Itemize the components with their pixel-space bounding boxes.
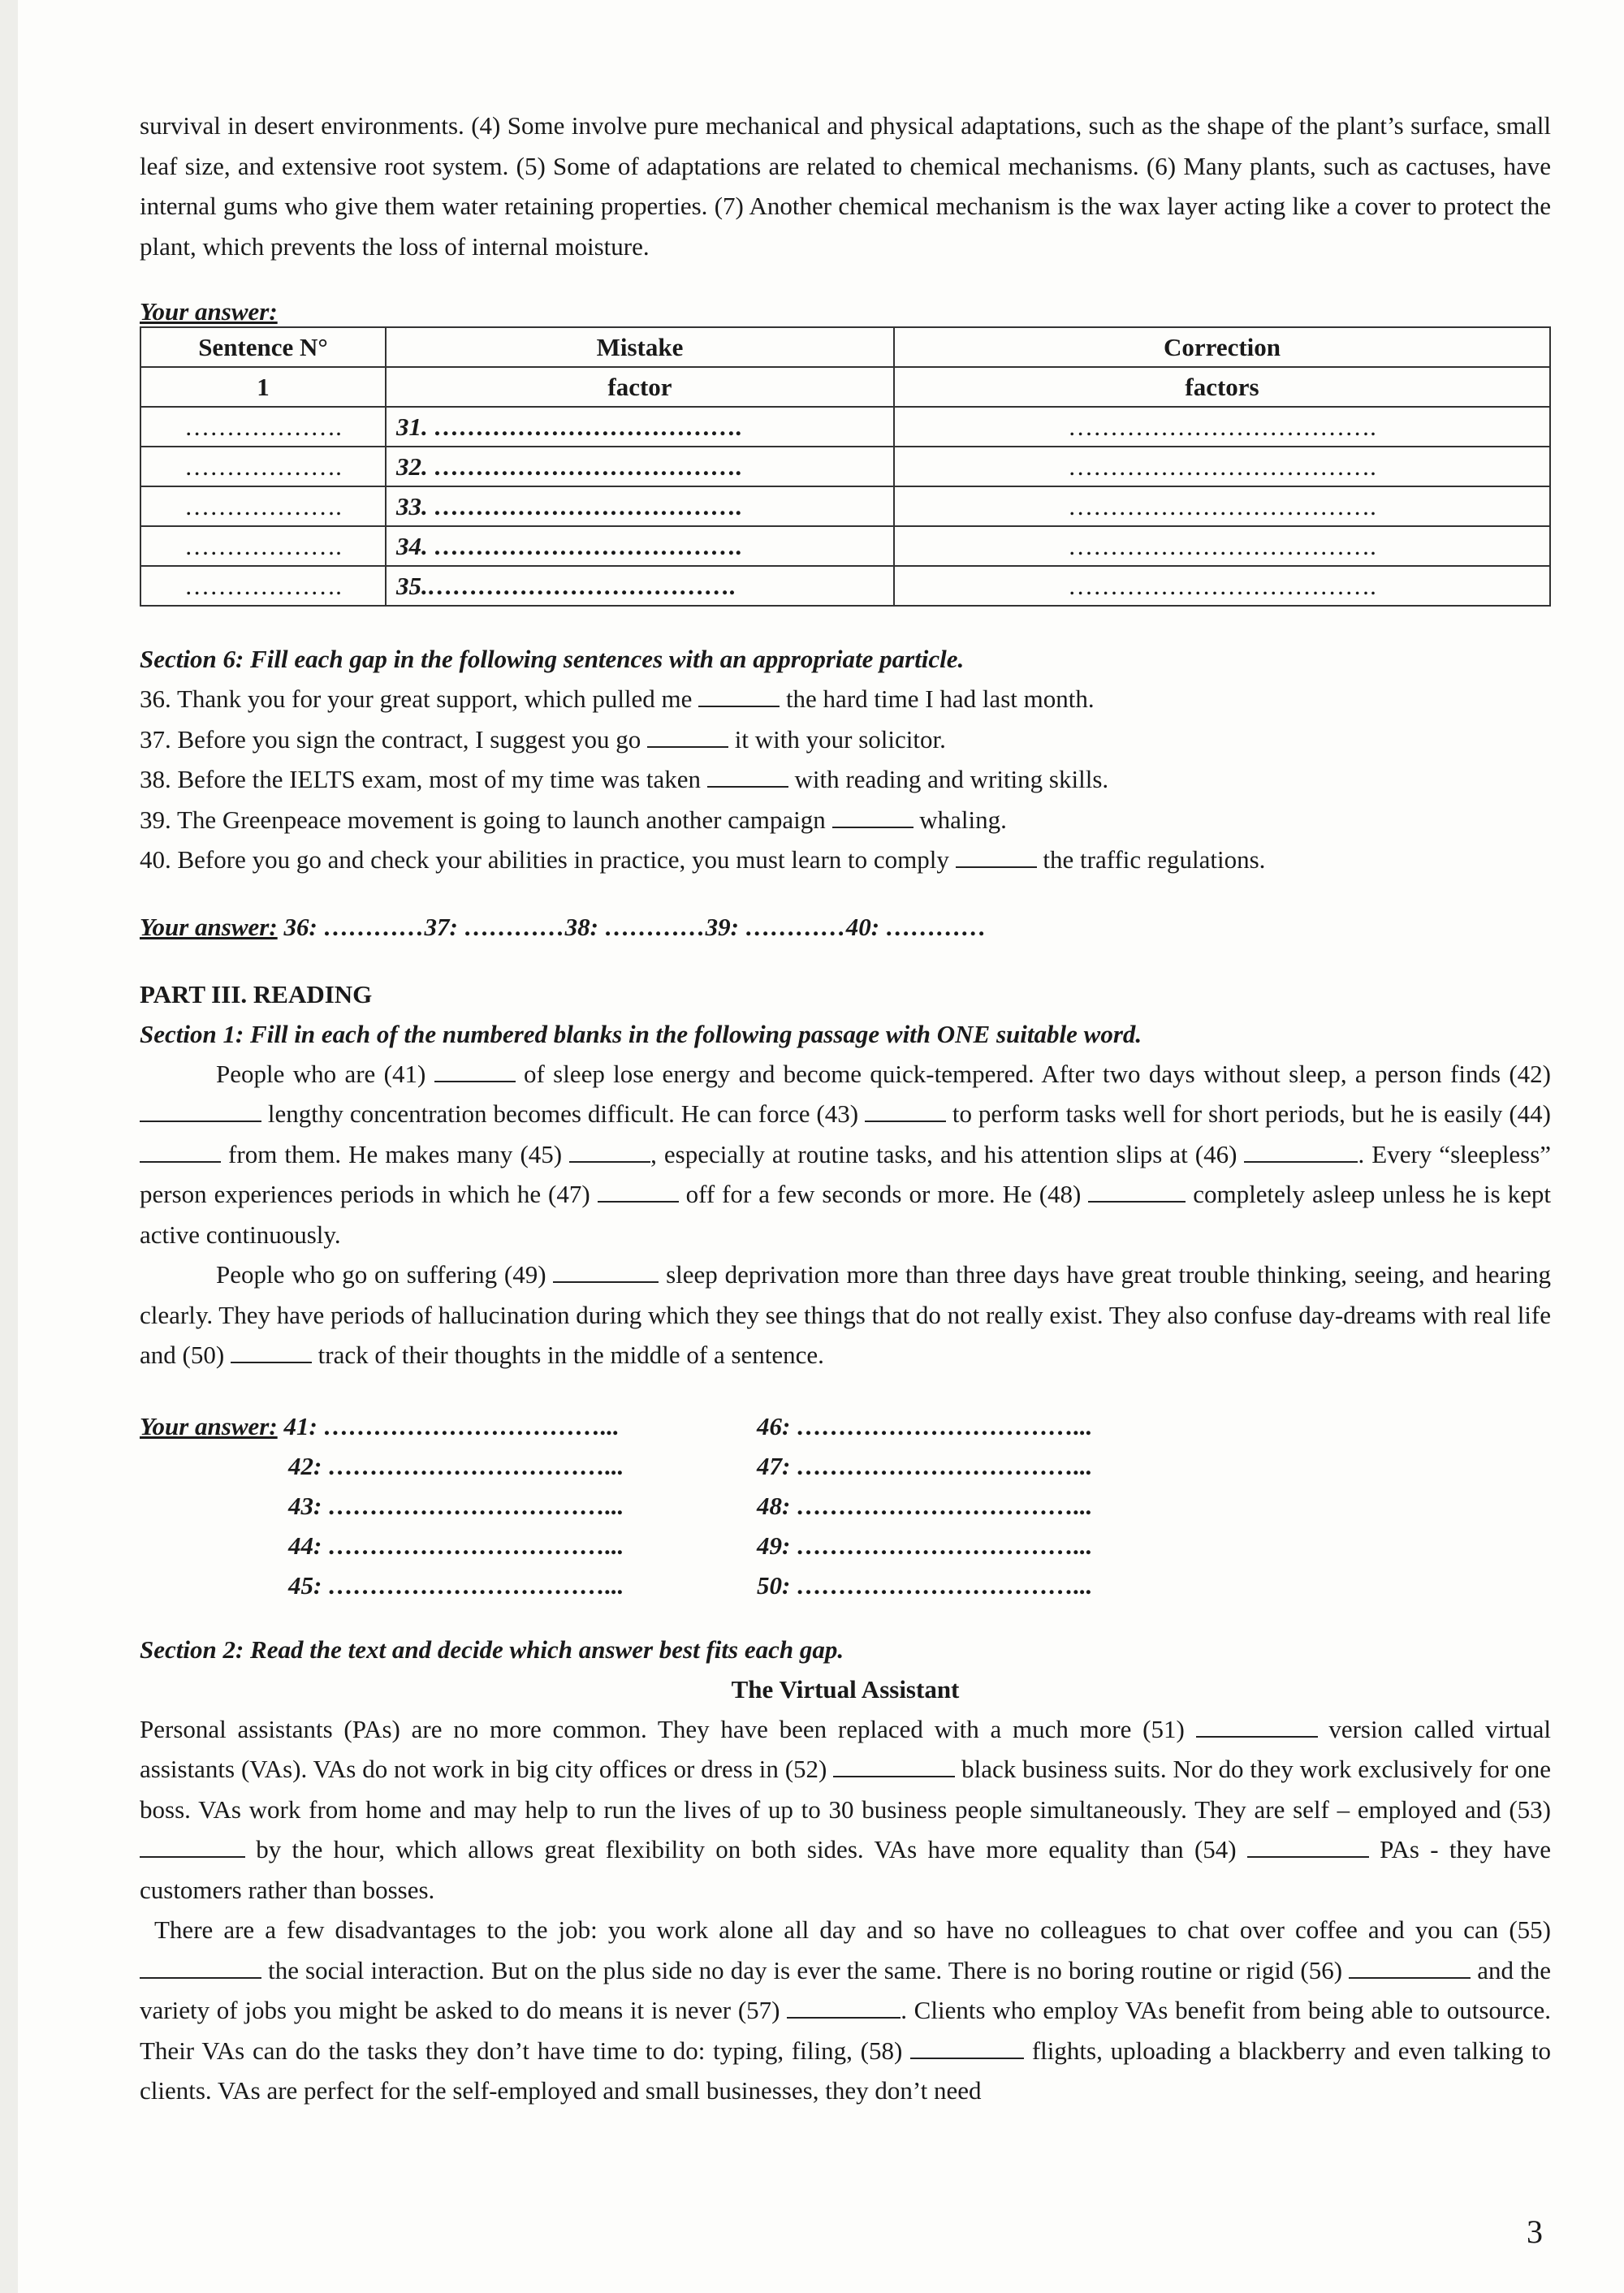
table-row bbox=[140, 447, 1550, 486]
correction-blank[interactable]: ………………………………. bbox=[894, 407, 1550, 447]
answer-column-left bbox=[140, 1406, 627, 1605]
gap-57[interactable] bbox=[787, 1996, 901, 2019]
gap-36[interactable] bbox=[698, 684, 780, 707]
example-mistake: factor bbox=[386, 367, 894, 407]
answer-48[interactable]: 48: ……………………………... bbox=[757, 1491, 1093, 1520]
sentence-blank[interactable]: ………………. bbox=[140, 526, 386, 566]
worksheet-page bbox=[140, 106, 1551, 2111]
example-sentence: 1 bbox=[140, 367, 386, 407]
correction-blank[interactable]: ………………………………. bbox=[894, 566, 1550, 606]
scan-edge bbox=[0, 0, 18, 2293]
gap-50[interactable] bbox=[231, 1341, 312, 1363]
header-mistake: Mistake bbox=[386, 327, 894, 367]
answer-column-right bbox=[757, 1406, 1244, 1605]
question-36: 36. Thank you for your great support, which pulled me the hard time I had last month. bbox=[140, 684, 1095, 713]
table-header-row bbox=[140, 327, 1550, 367]
answer-50[interactable]: 50: ……………………………... bbox=[757, 1570, 1093, 1600]
section6-title: Section 6: Fill each gap in the following sentences with an appropriate particle. bbox=[140, 645, 965, 673]
reading-section1-title: Section 1: Fill in each of the numbered blanks in the following passage with ONE suitable word. bbox=[140, 1019, 1142, 1048]
answer-43[interactable]: 43: ……………………………... bbox=[288, 1491, 624, 1520]
section6-answer-line[interactable]: Your answer: 36: …………37: …………38: …………39: …………40: ………… bbox=[140, 912, 987, 941]
gap-43[interactable] bbox=[865, 1099, 946, 1122]
table-row bbox=[140, 407, 1550, 447]
answer-49[interactable]: 49: ……………………………... bbox=[757, 1531, 1093, 1560]
question-38: 38. Before the IELTS exam, most of my time was taken with reading and writing skills. bbox=[140, 765, 1109, 793]
gap-58[interactable] bbox=[910, 2036, 1024, 2059]
passage-title: The Virtual Assistant bbox=[731, 1674, 960, 1704]
gap-45[interactable] bbox=[569, 1140, 650, 1163]
gap-41[interactable] bbox=[434, 1060, 516, 1082]
gap-39[interactable] bbox=[832, 805, 914, 828]
gap-40[interactable] bbox=[956, 845, 1037, 868]
gap-46[interactable] bbox=[1244, 1140, 1358, 1163]
example-correction: factors bbox=[894, 367, 1550, 407]
answer-44[interactable]: 44: ……………………………... bbox=[288, 1531, 624, 1560]
answer-41[interactable]: Your answer: 41: ……………………………... bbox=[140, 1411, 620, 1440]
intro-paragraph: survival in desert environments. (4) Some involve pure mechanical and physical adaptations, such as the shape of the plant’s surface, small leaf size, and extensive root system. (5) Some of adaptations are related to chemical mechanisms. (6) Many plants, such as cactuses, have internal gums who give them water retaining properties. (7) Another chemical mechanism is the wax layer acting like a cover to protect the plant, which prevents the loss of internal moisture. bbox=[140, 111, 1551, 261]
table-row bbox=[140, 486, 1550, 526]
mistake-blank[interactable]: 35.………………………………. bbox=[386, 566, 894, 606]
header-sentence: Sentence N° bbox=[140, 327, 386, 367]
reading-answer-grid bbox=[140, 1406, 1551, 1605]
gap-37[interactable] bbox=[647, 725, 728, 748]
sentence-blank[interactable]: ………………. bbox=[140, 566, 386, 606]
gap-54[interactable] bbox=[1247, 1835, 1369, 1858]
correction-blank[interactable]: ………………………………. bbox=[894, 447, 1550, 486]
header-correction: Correction bbox=[894, 327, 1550, 367]
gap-55[interactable] bbox=[140, 1956, 261, 1979]
mistake-blank[interactable]: 31. ………………………………. bbox=[386, 407, 894, 447]
mistake-blank[interactable]: 33. ………………………………. bbox=[386, 486, 894, 526]
answer-47[interactable]: 47: ……………………………... bbox=[757, 1451, 1093, 1480]
answer-42[interactable]: 42: ……………………………... bbox=[288, 1451, 624, 1480]
gap-49[interactable] bbox=[553, 1260, 659, 1283]
table-row bbox=[140, 526, 1550, 566]
correction-blank[interactable]: ………………………………. bbox=[894, 526, 1550, 566]
error-table-answer-label: Your answer: bbox=[140, 297, 278, 326]
mistake-blank[interactable]: 32. ………………………………. bbox=[386, 447, 894, 486]
reading-paragraph-2: People who go on suffering (49) sleep deprivation more than three days have great trouble thinking, seeing, and hearing clearly. They have periods of hallucination during which they see things that do not really exist. They also confuse day-dreams with real life and (50) track of their thoughts in the middle of a sentence. bbox=[140, 1260, 1552, 1369]
question-40: 40. Before you go and check your abilities in practice, you must learn to comply the traffic regulations. bbox=[140, 845, 1266, 874]
gap-47[interactable] bbox=[598, 1180, 679, 1203]
answer-45[interactable]: 45: ……………………………... bbox=[288, 1570, 624, 1600]
part3-title: PART III. READING bbox=[140, 979, 373, 1008]
sentence-blank[interactable]: ………………. bbox=[140, 486, 386, 526]
mistake-blank[interactable]: 34. ………………………………. bbox=[386, 526, 894, 566]
table-row bbox=[140, 566, 1550, 606]
passage-paragraph-1: Personal assistants (PAs) are no more common. They have been replaced with a much more (51) version called virtual assistants (VAs). VAs do not work in big city offices or dress in (52) black business suits. Nor do they work exclusively for one boss. VAs work from home and may help to run the lives of up to 30 business people simultaneously. They are self – employed and (53) by the hour, which allows great flexibility on both sides. VAs have more equality than (54) PAs - they have customers rather than bosses. bbox=[140, 1714, 1552, 1904]
gap-38[interactable] bbox=[707, 765, 788, 788]
answer-46[interactable]: 46: ……………………………... bbox=[757, 1411, 1093, 1440]
gap-52[interactable] bbox=[833, 1755, 955, 1777]
gap-56[interactable] bbox=[1349, 1956, 1471, 1979]
gap-42[interactable] bbox=[140, 1099, 261, 1122]
error-correction-table bbox=[140, 326, 1551, 607]
page-number: 3 bbox=[1527, 2213, 1543, 2250]
question-39: 39. The Greenpeace movement is going to launch another campaign whaling. bbox=[140, 805, 1007, 834]
question-37: 37. Before you sign the contract, I suggest you go it with your solicitor. bbox=[140, 724, 946, 754]
gap-44[interactable] bbox=[140, 1140, 221, 1163]
gap-53[interactable] bbox=[140, 1835, 245, 1858]
gap-48[interactable] bbox=[1088, 1180, 1186, 1203]
sentence-blank[interactable]: ………………. bbox=[140, 407, 386, 447]
table-example-row bbox=[140, 367, 1550, 407]
gap-51[interactable] bbox=[1196, 1715, 1318, 1738]
correction-blank[interactable]: ………………………………. bbox=[894, 486, 1550, 526]
reading-paragraph-1: People who are (41) of sleep lose energy and become quick-tempered. After two days without sleep, a person finds (42) lengthy concentration becomes difficult. He can force (43) to perform tasks well for short periods, but he is easily (44) from them. He makes many (45) , especially at routine tasks, and his attention slips at (46) . Every “sleepless” person experiences periods in which he (47) off for a few seconds or more. He (48) completely asleep unless he is kept active continuously. bbox=[140, 1059, 1552, 1249]
sentence-blank[interactable]: ………………. bbox=[140, 447, 386, 486]
passage-paragraph-2: There are a few disadvantages to the job: you work alone all day and so have no colleagues to chat over coffee and you can (55) the social interaction. But on the plus side no day is ever the same. There is no boring routine or rigid (56) and the variety of jobs you might be asked to do means it is never (57) . Clients who employ VAs benefit from being able to outsource. Their VAs can do the tasks they don’t have time to do: typing, filing, (58) flights, uploading a blackberry and even talking to clients. VAs are perfect for the self-employed and small businesses, they don’t need bbox=[140, 1915, 1552, 2105]
reading-section2-title: Section 2: Read the text and decide which answer best fits each gap. bbox=[140, 1634, 844, 1664]
